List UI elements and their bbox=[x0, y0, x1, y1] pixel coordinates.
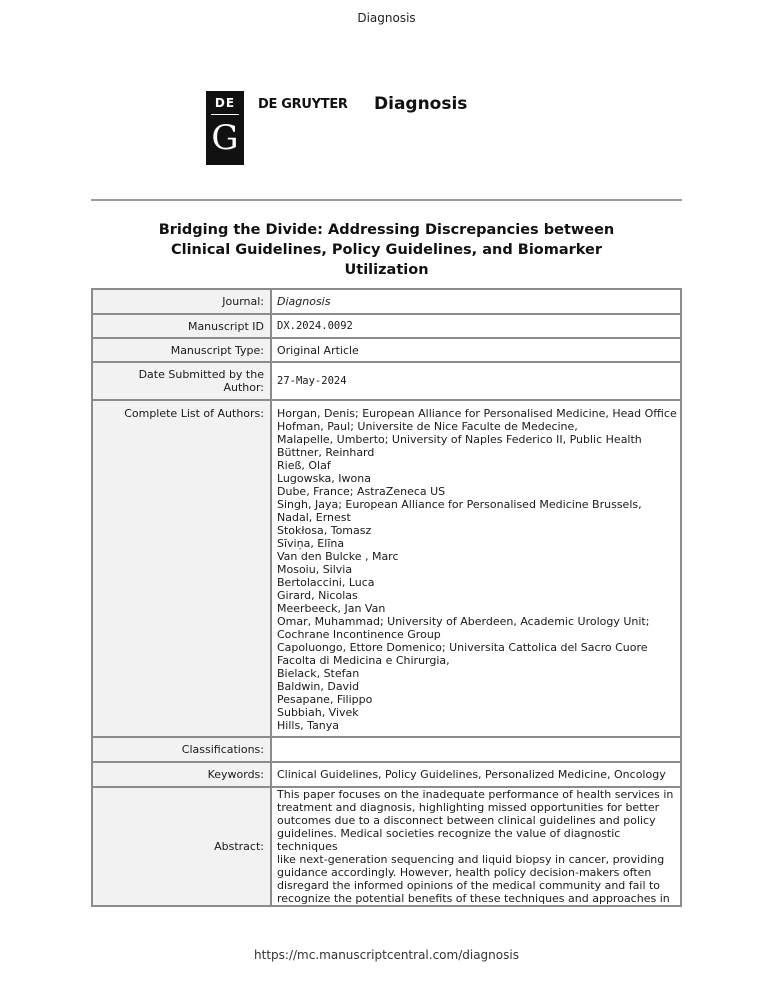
author-entry: Lugowska, Iwona bbox=[277, 472, 371, 485]
manuscript-type-value: Original Article bbox=[271, 338, 681, 362]
abstract-line: guidance accordingly. However, health policy decision-makers often bbox=[277, 866, 652, 879]
author-entry: Bielack, Stefan bbox=[277, 667, 360, 680]
abstract-line: guidelines. Medical societies recognize the value of diagnostic techniques bbox=[277, 827, 621, 853]
keywords-label: Keywords: bbox=[92, 762, 271, 787]
author-entry: Subbiah, Vivek bbox=[277, 706, 359, 719]
journal-value: Diagnosis bbox=[271, 289, 681, 314]
row-classifications bbox=[92, 737, 681, 762]
row-journal bbox=[92, 289, 681, 314]
footer-url: https://mc.manuscriptcentral.com/diagnosis bbox=[254, 948, 519, 962]
manuscript-type-label: Manuscript Type: bbox=[92, 338, 271, 362]
row-date-submitted bbox=[92, 362, 681, 400]
author-entry: Pesapane, Filippo bbox=[277, 693, 373, 706]
author-entry: Büttner, Reinhard bbox=[277, 446, 375, 459]
journal-brand: Diagnosis bbox=[374, 94, 468, 114]
author-entry: Rieß, Olaf bbox=[277, 459, 331, 472]
author-entry: Bertolaccini, Luca bbox=[277, 576, 375, 589]
title-line: Clinical Guidelines, Policy Guidelines, and Biomarker bbox=[170, 242, 603, 258]
author-entry: Stokłosa, Tomasz bbox=[277, 524, 372, 537]
header-rule bbox=[91, 199, 682, 201]
journal-label: Journal: bbox=[92, 289, 271, 314]
author-entry: Cochrane Incontinence Group bbox=[277, 628, 441, 641]
abstract-line: This paper focuses on the inadequate performance of health services in bbox=[277, 788, 674, 801]
date-submitted-label: Date Submitted by the Author: bbox=[92, 362, 271, 400]
author-entry: Meerbeeck, Jan Van bbox=[277, 602, 386, 615]
abstract-line: outcomes due to a disconnect between clinical guidelines and policy bbox=[277, 814, 656, 827]
abstract-text bbox=[271, 787, 681, 906]
row-abstract bbox=[92, 787, 681, 906]
manuscript-title bbox=[120, 220, 653, 280]
date-submitted-value: 27-May-2024 bbox=[271, 362, 681, 400]
author-entry: Malapelle, Umberto; University of Naples Federico II, Public Health bbox=[277, 433, 642, 446]
author-entry: Nadal, Ernest bbox=[277, 511, 351, 524]
author-entry: Hills, Tanya bbox=[277, 719, 340, 732]
author-entry: Horgan, Denis; European Alliance for Personalised Medicine, Head Office bbox=[277, 407, 677, 420]
author-entry: Mosoiu, Silvia bbox=[277, 563, 353, 576]
author-entry: Singh, Jaya; European Alliance for Personalised Medicine Brussels, bbox=[277, 498, 642, 511]
abstract-line: disregard the informed opinions of the medical community and fail to bbox=[277, 879, 661, 892]
row-manuscript-type bbox=[92, 338, 681, 362]
author-entry: Omar, Muhammad; University of Aberdeen, Academic Urology Unit; bbox=[277, 615, 650, 628]
abstract-line: like next-generation sequencing and liquid biopsy in cancer, providing bbox=[277, 853, 665, 866]
abstract-label: Abstract: bbox=[92, 787, 271, 906]
logo-mark-top: DE bbox=[214, 96, 236, 110]
title-line: Bridging the Divide: Addressing Discrepancies between bbox=[158, 222, 615, 238]
publisher-logo-mark bbox=[206, 91, 244, 165]
manuscript-metadata-table bbox=[91, 288, 682, 907]
classifications-label: Classifications: bbox=[92, 737, 271, 762]
row-manuscript-id bbox=[92, 314, 681, 338]
running-header: Diagnosis bbox=[357, 11, 416, 25]
logo-divider bbox=[211, 114, 239, 115]
manuscript-id-value: DX.2024.0092 bbox=[271, 314, 681, 338]
author-entry: Hofman, Paul; Universite de Nice Faculte de Medecine, bbox=[277, 420, 578, 433]
row-keywords bbox=[92, 762, 681, 787]
title-line: Utilization bbox=[344, 262, 429, 278]
keywords-value: Clinical Guidelines, Policy Guidelines, Personalized Medicine, Oncology bbox=[271, 762, 681, 787]
logo-mark-bottom: G bbox=[211, 118, 239, 158]
author-entry: Sīviņa, Elīna bbox=[277, 537, 345, 550]
authors-label: Complete List of Authors: bbox=[92, 400, 271, 737]
abstract-line: treatment and diagnosis, highlighting missed opportunities for better bbox=[277, 801, 660, 814]
publisher-name: DE GRUYTER bbox=[258, 97, 348, 112]
abstract-line: recognize the potential benefits of these techniques and approaches in bbox=[277, 892, 670, 905]
author-entry: Facolta di Medicina e Chirurgia, bbox=[277, 654, 450, 667]
manuscript-id-label: Manuscript ID bbox=[92, 314, 271, 338]
author-entry: Van den Bulcke , Marc bbox=[277, 550, 399, 563]
row-authors bbox=[92, 400, 681, 737]
author-entry: Girard, Nicolas bbox=[277, 589, 358, 602]
author-entry: Dube, France; AstraZeneca US bbox=[277, 485, 446, 498]
author-entry: Capoluongo, Ettore Domenico; Universita Cattolica del Sacro Cuore bbox=[277, 641, 648, 654]
classifications-value bbox=[271, 737, 681, 762]
authors-list bbox=[271, 400, 681, 737]
author-entry: Baldwin, David bbox=[277, 680, 360, 693]
